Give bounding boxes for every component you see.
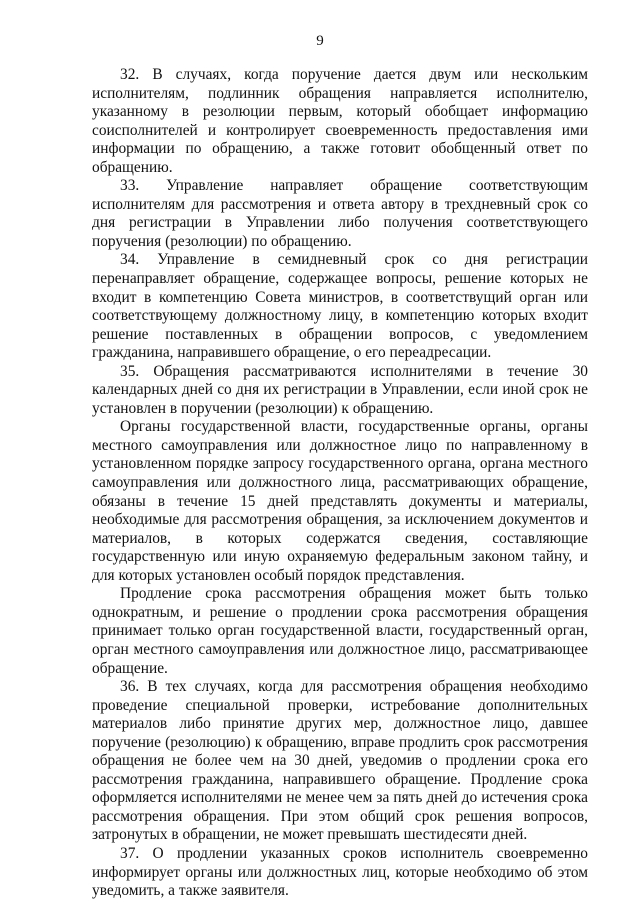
paragraph-35-organs: Органы государственной власти, государственные органы, органы местного самоуправления или должностное лицо по направленному в установленном порядке запросу государственного органа, органа местного самоуправления или должностного лица, рассматривающих обращение, обязаны в течение 15 дней представлять документы и материалы, необходимые для рассмотрения обращения, за исключением документов и материалов, в которых содержатся сведения, составляющие государственную или иную охраняемую федеральным законом тайну, и для которых установлен особый порядок представления. xyxy=(92,418,588,584)
paragraph-35: 35. Обращения рассматриваются исполнителями в течение 30 календарных дней со дня их регистрации в Управлении, если иной срок не установлен в поручении (резолюции) к обращению. xyxy=(92,362,588,417)
paragraph-32: 32. В случаях, когда поручение дается двум или нескольким исполнителям, подлинник обращения направляется исполнителю, указанному в резолюции первым, который обобщает информацию соисполнителей и контролирует своевременность предоставления ими информации по обращению, а также готовит обобщенный ответ по обращению. xyxy=(92,66,588,176)
paragraph-35-extension: Продление срока рассмотрения обращения может быть только однократным, и решение о продлении срока рассмотрения обращения принимает только орган государственной власти, государственный орган, орган местного самоуправления или должностное лицо, рассматривающее обращение. xyxy=(92,585,588,677)
paragraph-36: 36. В тех случаях, когда для рассмотрения обращения необходимо проведение специальной проверки, истребование дополнительных материалов либо принятие других мер, должностное лицо, давшее поручение (резолюцию) к обращению, вправе продлить срок рассмотрения обращения не более чем на 30 дней, уведомив о продлении срока его рассмотрения гражданина, направившего обращение. Продление срока оформляется исполнителями не менее чем за пять дней до истечения срока рассмотрения обращения. При этом общий срок решения вопросов, затронутых в обращении, не может превышать шестидесяти дней. xyxy=(92,678,588,844)
paragraph-34: 34. Управление в семидневный срок со дня регистрации перенаправляет обращение, содержащее вопросы, решение которых не входит в компетенцию Совета министров, в соответствущий орган или соответствующему должностному лицу, в компетенцию которых входит решение поставленных в обращении вопросов, с уведомлением гражданина, направившего обращение, о его переадресации. xyxy=(92,251,588,362)
paragraph-33: 33. Управление направляет обращение соответствующим исполнителям для рассмотрения и ответа автору в трехдневный срок со дня регистрации в Управлении либо получения соответствующего поручения (резолюции) по обращению. xyxy=(92,177,588,250)
paragraph-37: 37. О продлении указанных сроков исполнитель своевременно информирует органы или должностных лиц, которые необходимо об этом уведомить, а также заявителя. xyxy=(92,844,588,900)
document-body xyxy=(92,66,588,901)
page-number: 9 xyxy=(316,33,324,49)
